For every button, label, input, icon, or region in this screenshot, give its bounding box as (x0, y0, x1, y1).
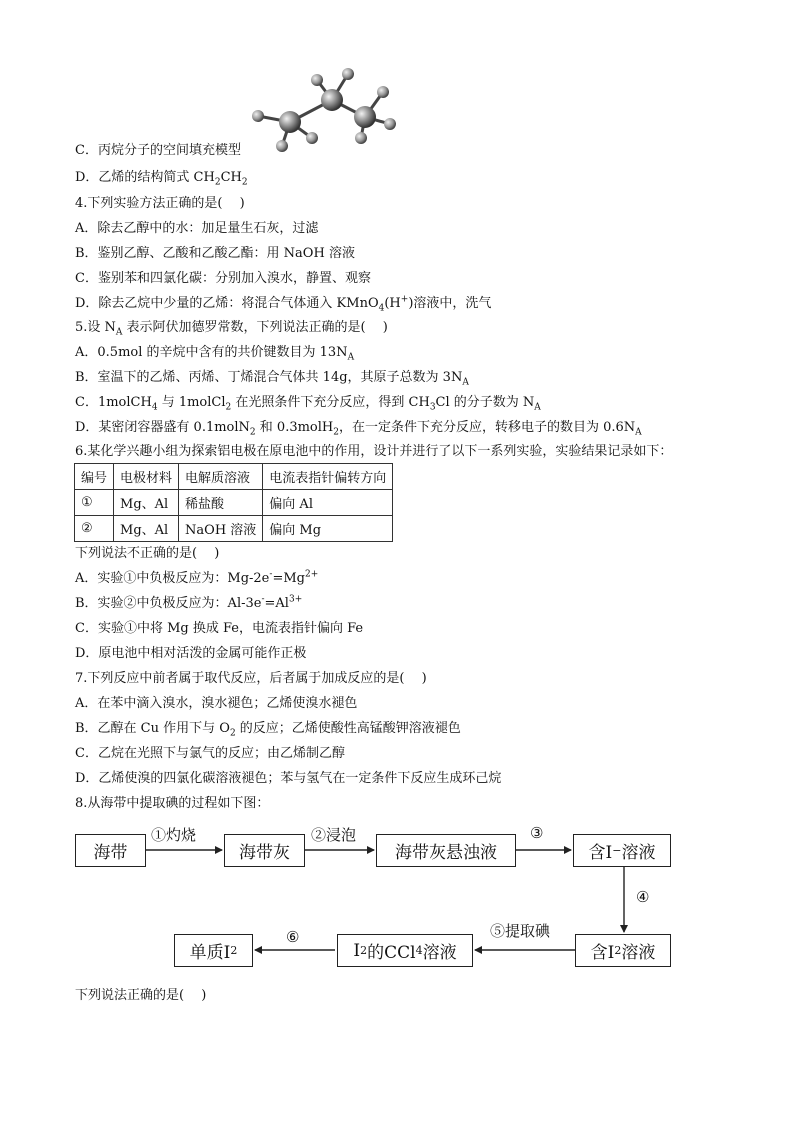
flow-box-seaweed: 海带 (75, 834, 146, 867)
q8-stem: 8.从海带中提取碘的过程如下图： (75, 796, 270, 811)
q4-option-c: C．鉴别苯和四氯化碳：分别加入溴水，静置、观察 (75, 271, 371, 286)
table-cell: ① (75, 490, 114, 516)
step-label-2: ②浸泡 (311, 826, 357, 844)
step-label-5: ⑤提取碘 (490, 922, 551, 940)
q6-option-d: D．原电池中相对活泼的金属可能作正极 (75, 646, 307, 661)
q4-stem: 4.下列实验方法正确的是( ) (75, 196, 245, 211)
table-header-cell: 电极材料 (114, 464, 179, 490)
flow-box-seaweed-ash: 海带灰 (224, 834, 305, 867)
flow-box-iodine-solution: 含I 2 溶液 (575, 934, 671, 967)
q7-stem: 7.下列反应中前者属于取代反应，后者属于加成反应的是( ) (75, 671, 427, 686)
table-header-cell: 编号 (75, 464, 114, 490)
flow-box-elemental-iodine: 单质I 2 (174, 934, 253, 967)
table-header-cell: 电解质溶液 (179, 464, 263, 490)
step-label-6: ⑥ (286, 928, 300, 946)
table-cell: ② (75, 516, 114, 542)
q5-option-c: C．1molCH$_4$ 与 1molCl$_2$ 在光照条件下充分反应，得到 $CH_3Cl$ 的分子数为 $N_A$ (75, 395, 541, 413)
q6-option-a: A．实验①中负极反应为：$Mg-2e^-=Mg^{2+}$ (75, 569, 319, 586)
step-label-3: ③ (530, 824, 544, 842)
step-label-4: ④ (636, 888, 650, 906)
flow-box-ash-suspension: 海带灰悬浊液 (376, 834, 516, 867)
table-header-cell: 电流表指针偏转方向 (263, 464, 393, 490)
q4-option-d: D．除去乙烷中少量的乙烯：将混合气体通入 KMnO$_4$(H+)溶液中，洗气 (75, 294, 492, 314)
flow-box-iodide-solution: 含I − 溶液 (573, 834, 671, 867)
step-label-1: ①灼烧 (151, 826, 197, 844)
table-cell: 稀盐酸 (179, 490, 263, 516)
q3-option-c: C．丙烷分子的空间填充模型 (75, 143, 241, 158)
q5-option-d: D．某密闭容器盛有 0.1molN$_2$ 和 0.3molH$_2$，在一定条件下充分反应，转移电子的数目为 $0.6N_A$ (75, 420, 642, 438)
q6-sub-stem: 下列说法不正确的是( ) (75, 546, 220, 561)
q4-option-a: A．除去乙醇中的水：加足量生石灰，过滤 (75, 221, 319, 236)
q5-option-a: A．0.5mol 的辛烷中含有的共价键数目为 $13N_A$ (75, 345, 355, 363)
q7-option-d: D．乙烯使溴的四氯化碳溶液褪色；苯与氢气在一定条件下反应生成环己烷 (75, 771, 502, 786)
q4-option-b: B．鉴别乙醇、乙酸和乙酸乙酯：用 NaOH 溶液 (75, 246, 355, 261)
q3-option-d: D．乙烯的结构简式 $CH_2CH_2$ (75, 170, 248, 188)
table-cell: Mg、Al (114, 516, 179, 542)
table-cell: Mg、Al (114, 490, 179, 516)
table-cell: 偏向 Mg (263, 516, 393, 542)
q6-option-c: C．实验①中将 Mg 换成 Fe，电流表指针偏向 Fe (75, 621, 364, 636)
flow-box-iodine-ccl4: I 2 的CCl 4 溶液 (337, 934, 473, 967)
q6-stem: 6.某化学兴趣小组为探索铝电极在原电池中的作用，设计并进行了以下一系列实验，实验结果记录如下： (75, 444, 673, 459)
table-cell: 偏向 Al (263, 490, 393, 516)
q8-sub-stem: 下列说法正确的是( ) (75, 988, 207, 1003)
q7-option-b: B．乙醇在 Cu 作用下与 $O_2$ 的反应；乙烯使酸性高锰酸钾溶液褪色 (75, 721, 461, 739)
q5-stem: 5.设 $N_A$ 表示阿伏加德罗常数，下列说法正确的是( ) (75, 320, 388, 338)
q5-option-b: B．室温下的乙烯、丙烯、丁烯混合气体共 14g，其原子总数为 $3N_A$ (75, 370, 469, 388)
q6-option-b: B．实验②中负极反应为：$Al-3e^-=Al^{3+}$ (75, 594, 303, 611)
table-cell: NaOH 溶液 (179, 516, 263, 542)
q7-option-c: C．乙烷在光照下与氯气的反应；由乙烯制乙醇 (75, 746, 345, 761)
q7-option-a: A．在苯中滴入溴水，溴水褪色；乙烯使溴水褪色 (75, 696, 358, 711)
